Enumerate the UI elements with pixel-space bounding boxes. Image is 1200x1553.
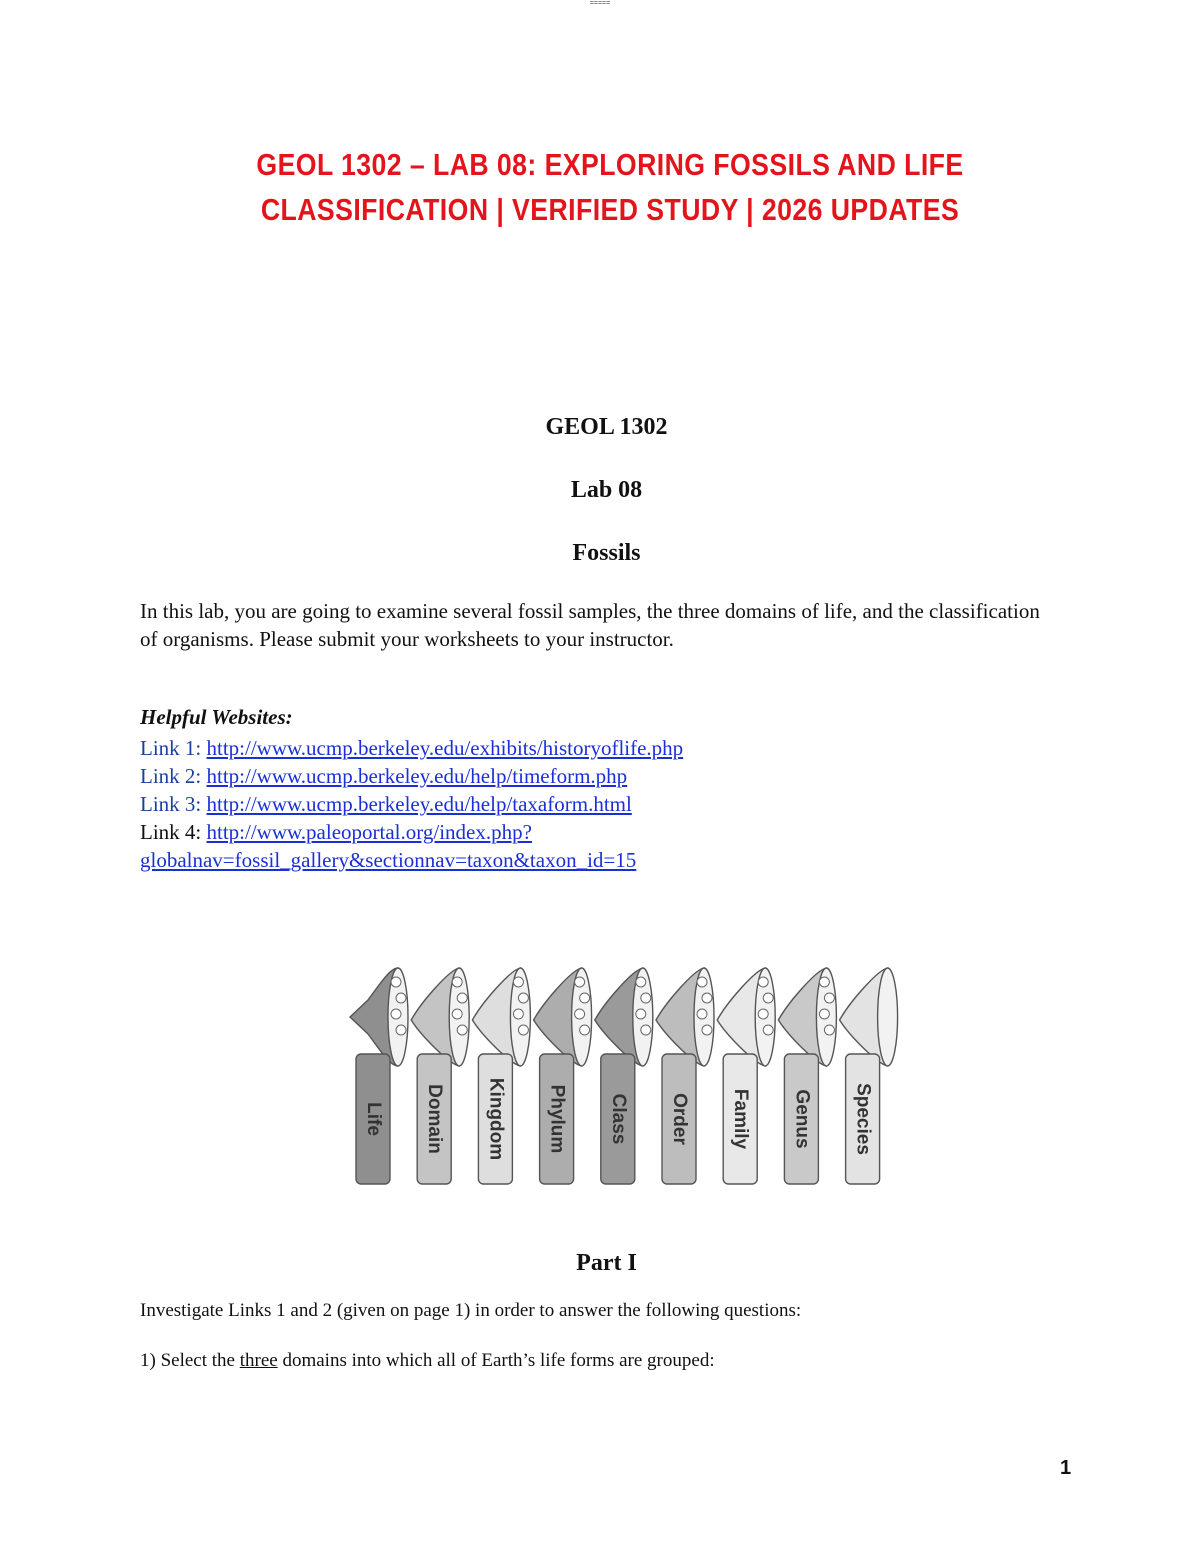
question-1-prefix: 1) Select the xyxy=(140,1350,240,1371)
rank-family-subgroup-dot xyxy=(758,1009,768,1019)
link-1-label: Link 1: xyxy=(140,736,207,760)
rank-domain-subgroup-dot xyxy=(452,1009,462,1019)
rank-genus-subgroup-dot xyxy=(819,1009,829,1019)
rank-kingdom-subgroup-dot xyxy=(513,977,523,987)
rank-species-rim xyxy=(878,968,898,1066)
link-2-label: Link 2: xyxy=(140,764,207,788)
rank-kingdom-subgroup-dot xyxy=(518,993,528,1003)
rank-class-subgroup-dot xyxy=(636,1009,646,1019)
rank-life-subgroup-dot xyxy=(391,977,401,987)
links-list xyxy=(140,734,1040,874)
rank-label-species: Species xyxy=(852,1083,874,1155)
part-1-heading: Part I xyxy=(576,1250,637,1276)
link-4-url-continued[interactable]: globalnav=fossil_gallery&sectionnav=taxon&taxon_id=15 xyxy=(140,848,637,872)
rank-genus-subgroup-dot xyxy=(824,993,834,1003)
rank-kingdom-group xyxy=(472,968,530,1184)
rank-label-phylum: Phylum xyxy=(546,1084,568,1154)
rank-life-subgroup-dot xyxy=(391,1009,401,1019)
helpful-websites-heading: Helpful Websites: xyxy=(140,705,293,729)
rank-class-group xyxy=(595,968,653,1184)
rank-kingdom-subgroup-dot xyxy=(518,1025,528,1035)
rank-class-subgroup-dot xyxy=(636,977,646,987)
question-1 xyxy=(140,1350,715,1372)
rank-genus-subgroup-dot xyxy=(824,1025,834,1035)
rank-order-subgroup-dot xyxy=(702,1025,712,1035)
rank-phylum-subgroup-dot xyxy=(575,1009,585,1019)
page-header-mark: ===== xyxy=(589,0,611,7)
rank-phylum-subgroup-dot xyxy=(580,1025,590,1035)
rank-life-group xyxy=(350,968,408,1184)
rank-order-subgroup-dot xyxy=(697,1009,707,1019)
rank-class-subgroup-dot xyxy=(641,993,651,1003)
rank-order-subgroup-dot xyxy=(697,977,707,987)
rank-label-domain: Domain xyxy=(424,1084,446,1154)
intro-paragraph: In this lab, you are going to examine several fossil samples, the three domains of life, and the classification of organisms. Please submit your worksheets to your instructor. xyxy=(140,599,1040,651)
rank-phylum-group xyxy=(534,968,592,1184)
rank-phylum-subgroup-dot xyxy=(575,977,585,987)
rank-domain-group xyxy=(411,968,469,1184)
question-1-emphasis: three xyxy=(239,1350,278,1371)
link-3-label: Link 3: xyxy=(140,792,207,816)
rank-order-subgroup-dot xyxy=(702,993,712,1003)
rank-kingdom-subgroup-dot xyxy=(513,1009,523,1019)
rank-domain-subgroup-dot xyxy=(452,977,462,987)
rank-genus-subgroup-dot xyxy=(819,977,829,987)
topic-heading: Fossils xyxy=(572,540,641,566)
rank-phylum-subgroup-dot xyxy=(580,993,590,1003)
lab-heading: Lab 08 xyxy=(570,477,643,503)
link-1-url[interactable]: http://www.ucmp.berkeley.edu/exhibits/historyoflife.php xyxy=(206,736,684,760)
rank-label-order: Order xyxy=(668,1093,690,1145)
link-4-row-continued xyxy=(140,846,1040,874)
rank-life-subgroup-dot xyxy=(396,1025,406,1035)
rank-family-group xyxy=(717,968,775,1184)
link-3-row xyxy=(140,790,1040,818)
rank-genus-group xyxy=(778,968,836,1184)
rank-label-kingdom: Kingdom xyxy=(485,1077,507,1161)
link-2-row xyxy=(140,762,1040,790)
rank-life-subgroup-dot xyxy=(396,993,406,1003)
course-heading: GEOL 1302 xyxy=(545,414,668,440)
question-1-suffix: domains into which all of Earth’s life forms are grouped: xyxy=(277,1350,715,1371)
link-3-url[interactable]: http://www.ucmp.berkeley.edu/help/taxaform.html xyxy=(206,792,632,816)
document-banner-title: GEOL 1302 – LAB 08: EXPLORING FOSSILS AND LIFE CLASSIFICATION | VERIFIED STUDY | 2026 UPDATES xyxy=(256,147,964,227)
part-1-instruction: Investigate Links 1 and 2 (given on page 1) in order to answer the following questions: xyxy=(140,1300,802,1321)
rank-label-life: Life xyxy=(362,1102,384,1136)
link-4-url[interactable]: http://www.paleoportal.org/index.php? xyxy=(206,820,532,844)
link-4-label: Link 4: xyxy=(140,820,207,844)
link-1-row xyxy=(140,734,1040,762)
rank-species-group xyxy=(840,968,898,1184)
taxonomy-ranks-figure xyxy=(336,962,910,1192)
rank-class-subgroup-dot xyxy=(641,1025,651,1035)
page-number: 1 xyxy=(1060,1457,1072,1479)
rank-label-class: Class xyxy=(607,1093,629,1145)
rank-domain-subgroup-dot xyxy=(457,1025,467,1035)
rank-family-subgroup-dot xyxy=(763,993,773,1003)
rank-label-genus: Genus xyxy=(791,1089,813,1149)
link-2-url[interactable]: http://www.ucmp.berkeley.edu/help/timeform.php xyxy=(206,764,628,788)
rank-family-subgroup-dot xyxy=(758,977,768,987)
rank-domain-subgroup-dot xyxy=(457,993,467,1003)
rank-label-family: Family xyxy=(730,1088,752,1150)
link-4-row xyxy=(140,818,1040,846)
rank-order-group xyxy=(656,968,714,1184)
rank-family-subgroup-dot xyxy=(763,1025,773,1035)
